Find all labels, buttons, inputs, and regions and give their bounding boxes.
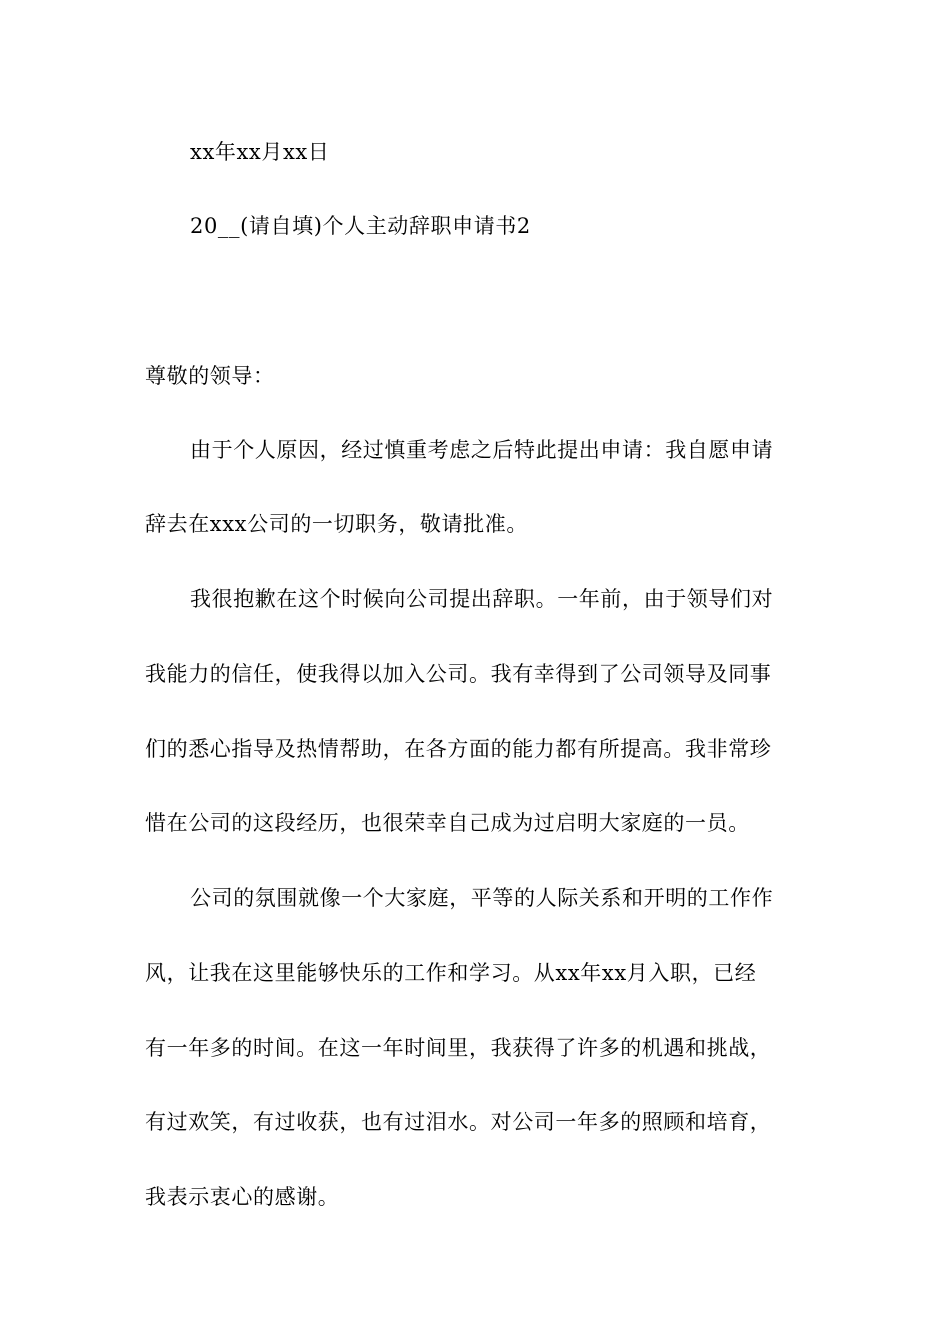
- paragraph-line: 我表示衷心的感谢。: [145, 1185, 340, 1209]
- paragraph-line: 我能力的信任，使我得以加入公司。我有幸得到了公司领导及同事: [145, 662, 772, 686]
- paragraph-line: 惜在公司的这段经历，也很荣幸自己成为过启明大家庭的一员。: [145, 811, 750, 835]
- paragraph-line: 风，让我在这里能够快乐的工作和学习。从xx年xx月入职，已经: [145, 961, 757, 985]
- paragraph-line: 们的悉心指导及热情帮助，在各方面的能力都有所提高。我非常珍: [145, 737, 772, 761]
- salutation: 尊敬的领导：: [145, 364, 275, 388]
- paragraph-line: 公司的氛围就像一个大家庭，平等的人际关系和开明的工作作: [190, 886, 774, 910]
- document-heading: 20__(请自填)个人主动辞职申请书2: [190, 214, 531, 238]
- paragraph-line: 有一年多的时间。在这一年时间里，我获得了许多的机遇和挑战，: [145, 1036, 772, 1060]
- paragraph-line: 辞去在xxx公司的一切职务，敬请批准。: [145, 512, 528, 536]
- paragraph-line: 有过欢笑，有过收获，也有过泪水。对公司一年多的照顾和培育，: [145, 1110, 772, 1134]
- paragraph-line: 我很抱歉在这个时候向公司提出辞职。一年前，由于领导们对: [190, 587, 774, 611]
- paragraph-line: 由于个人原因，经过慎重考虑之后特此提出申请：我自愿申请: [190, 438, 774, 462]
- date-line: xx年xx月xx日: [190, 140, 330, 164]
